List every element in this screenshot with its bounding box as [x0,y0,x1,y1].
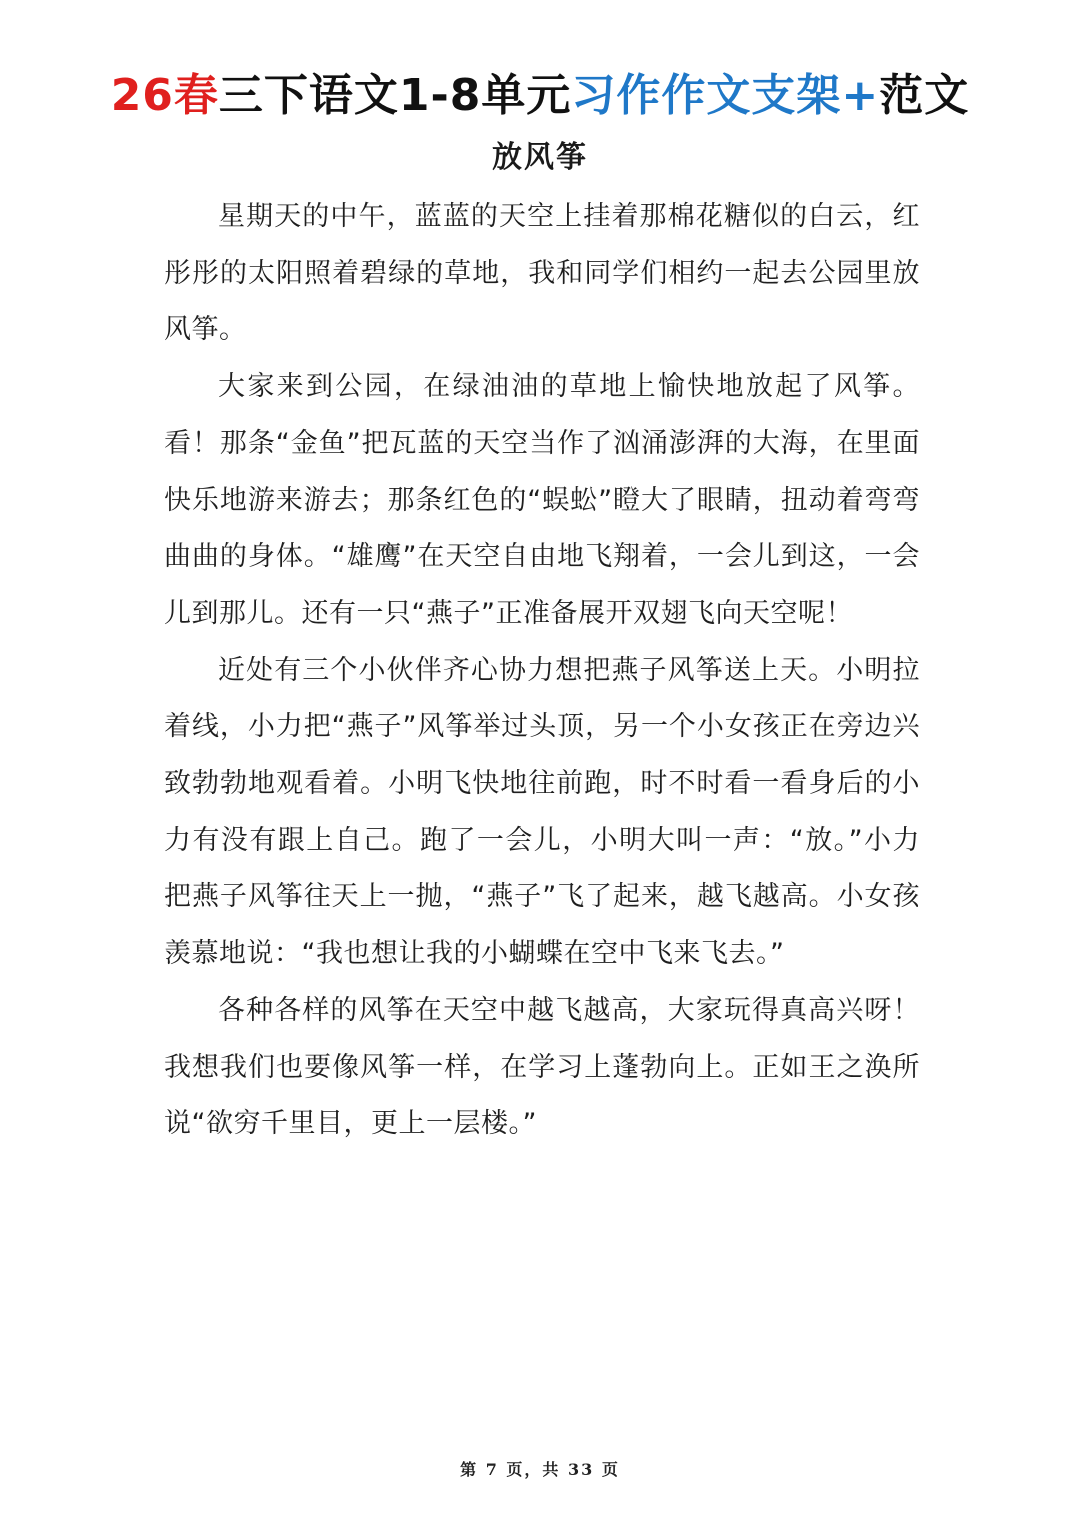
essay-body [164,189,920,1153]
header-banner [0,66,1080,126]
banner-sample: 范文 [879,70,970,121]
essay-paragraph-4: 各种各样的风筝在天空中越飞越高，大家玩得真高兴呀！我想我们也要像风筝一样，在学习上蓬勃向上。正如王之涣所说“欲穷千里目，更上一层楼。” [164,994,920,1140]
banner-plus: + [841,70,880,121]
essay-paragraph-2: 大家来到公园，在绿油油的草地上愉快地放起了风筝。看！那条“金鱼”把瓦蓝的天空当作了汹涌澎湃的大海，在里面快乐地游来游去；那条红色的“蜈蚣”瞪大了眼睛，扭动着弯弯曲曲的身体。“雄鹰”在天空自由地飞翔着，一会儿到这，一会儿到那儿。还有一只“燕子”正准备展开双翅飞向天空呢！ [164,371,920,629]
banner-term: 26春 [110,70,219,121]
essay-title: 放风筝 [492,140,588,175]
banner-course: 三下语文1-8单元 [218,70,572,121]
banner-scaffold: 习作作文支架 [571,70,842,121]
page-number: 第 7 页，共 33 页 [460,1460,620,1479]
essay-paragraph-3: 近处有三个小伙伴齐心协力想把燕子风筝送上天。小明拉着线，小力把“燕子”风筝举过头顶，另一个小女孩正在旁边兴致勃勃地观看着。小明飞快地往前跑，时不时看一看身后的小力有没有跟上自己。跑了一会儿，小明大叫一声：“放。”小力把燕子风筝往天上一抛，“燕子”飞了起来，越飞越高。小女孩羡慕地说：“我也想让我的小蝴蝶在空中飞来飞去。” [164,654,920,970]
essay-paragraph-1: 星期天的中午，蓝蓝的天空上挂着那棉花糖似的白云，红彤彤的太阳照着碧绿的草地，我和同学们相约一起去公园里放风筝。 [164,201,920,346]
